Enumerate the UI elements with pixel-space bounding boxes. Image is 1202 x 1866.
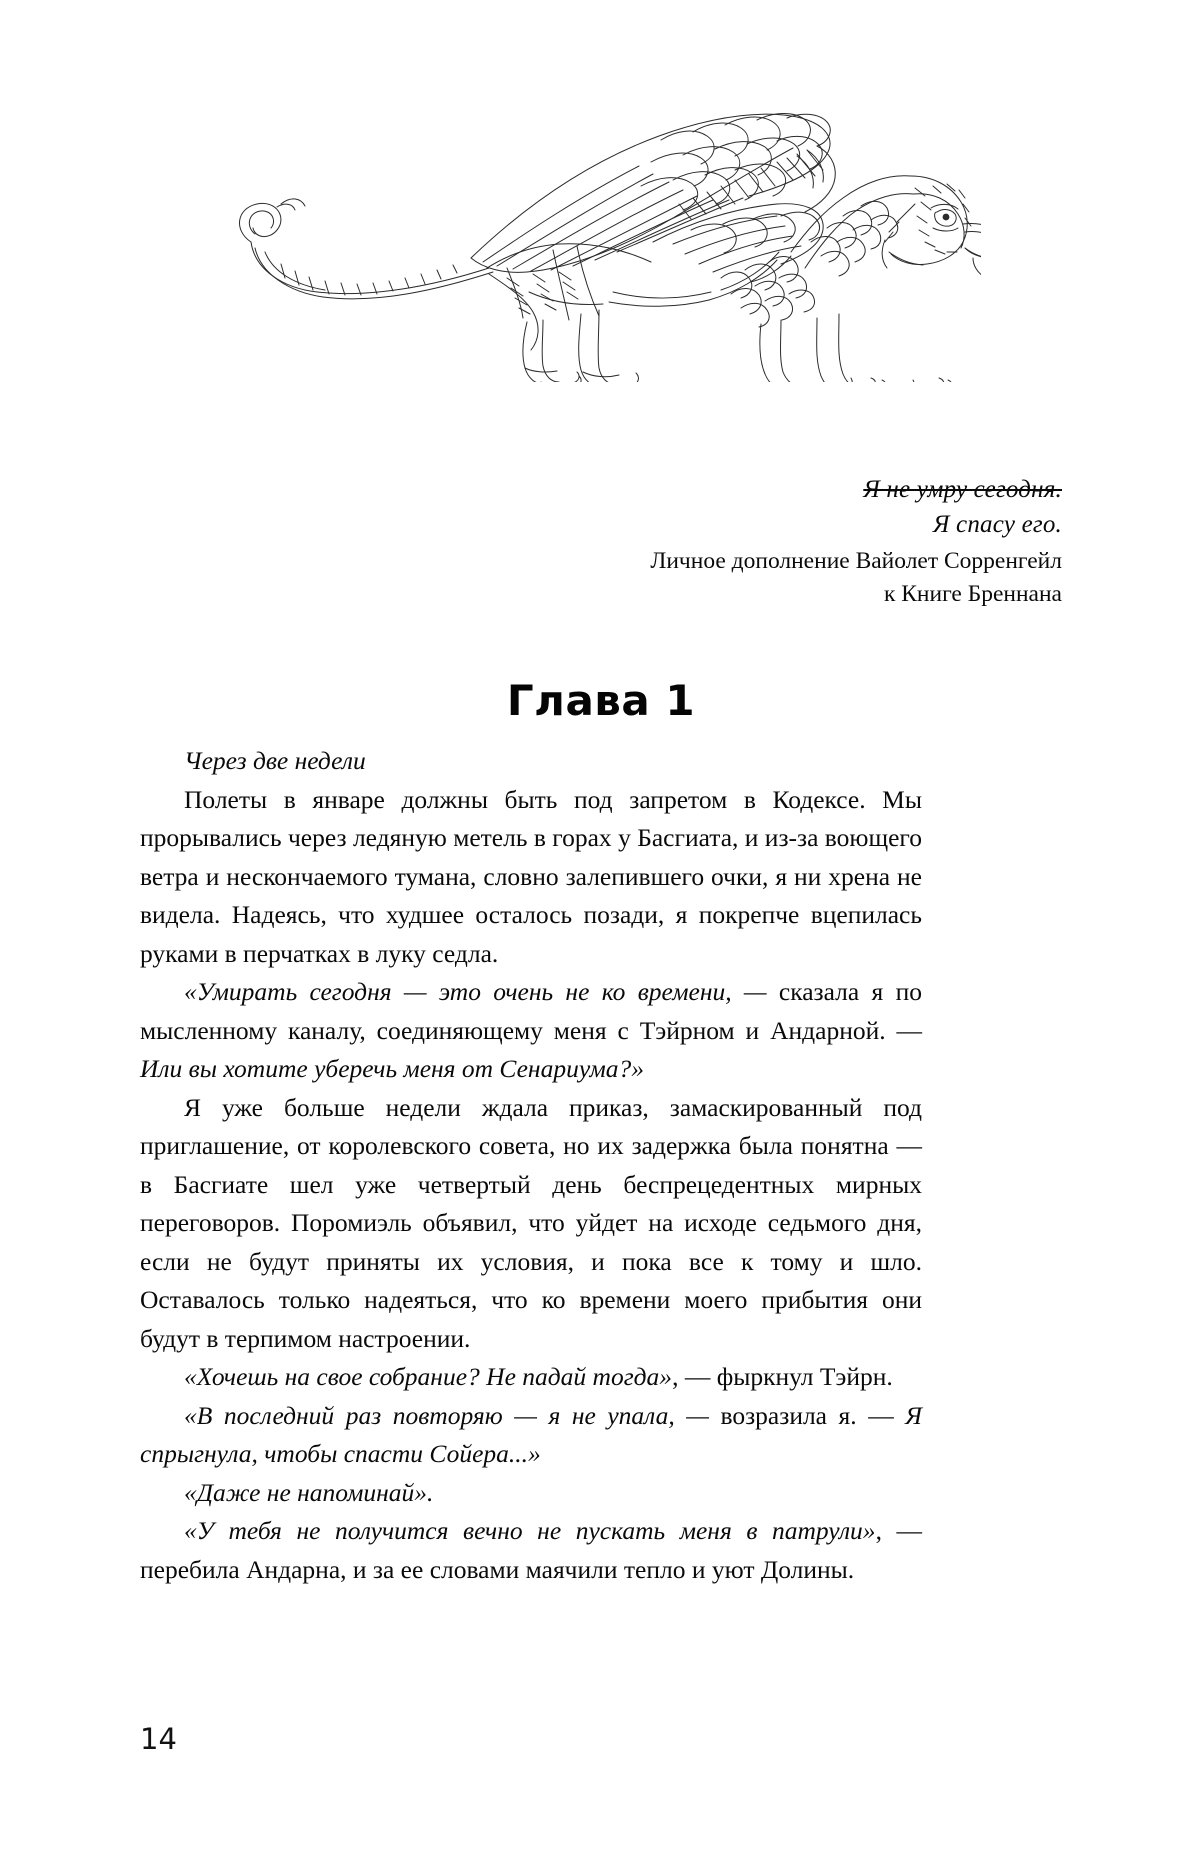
epigraph-attribution bbox=[362, 545, 1062, 611]
italic-run: «В последний раз повторяю — я не упала, — bbox=[184, 1400, 721, 1430]
body-paragraph bbox=[140, 781, 922, 974]
body-timestamp: Через две недели bbox=[184, 746, 366, 775]
body-paragraphs bbox=[140, 781, 922, 1590]
body-paragraph bbox=[140, 973, 922, 1089]
attribution-line-2: к Книге Бреннана bbox=[883, 581, 1062, 607]
body-paragraph bbox=[140, 1512, 922, 1589]
roman-run: возразила я. — bbox=[720, 1400, 906, 1430]
italic-run: Или вы хотите уберечь меня от Сенариума?» bbox=[140, 1054, 645, 1083]
italic-run: «Хочешь на свое собрание? Не падай тогда» bbox=[184, 1362, 673, 1391]
body-paragraph bbox=[140, 1397, 922, 1474]
roman-run: сказала я по мысленному каналу, соединяющему меня с Тэйрном и Андарной. — bbox=[140, 977, 922, 1045]
epigraph-struck-line: Я не умру сегодня. bbox=[863, 476, 1062, 503]
roman-run: Полеты в январе должны быть под запретом в Кодексе. Мы прорывались через ледяную метель в горах у Басгиата, и из-за воющего ветра и нескончаемого тумана, словно залепившего очки, я ни хрена не видела. Надеясь, что худшее осталось позади, я покрепче вцепилась руками в перчатках в луку седла. bbox=[140, 784, 922, 968]
chapter-title: Глава 1 bbox=[506, 676, 696, 726]
italic-run: «У тебя не получится вечно не пускать меня в патрули» bbox=[184, 1516, 876, 1545]
attribution-line-1: Личное дополнение Вайолет Сорренгейл bbox=[650, 548, 1062, 574]
griffin-icon bbox=[221, 92, 981, 382]
epigraph bbox=[442, 472, 1062, 542]
epigraph-kept-line: Я спасу его. bbox=[932, 511, 1062, 538]
roman-run: , — фыркнул Тэйрн. bbox=[672, 1362, 893, 1391]
roman-run: Я уже больше недели ждала приказ, замаскированный под приглашение, от королевского совета, но их задержка была понятна — в Басгиате шел уже четвертый день беспрецедентных мирных переговоров. Поромиэль объявил, что уйдет на исходе седьмого дня, если не будут приняты их условия, и пока все к тому и шло. Оставалось только надеяться, что ко времени моего прибытия они будут в терпимом настроении. bbox=[140, 1092, 922, 1353]
chapter-illustration bbox=[0, 92, 1202, 382]
italic-run: Я спрыгнула, чтобы спасти Сойера...» bbox=[140, 1400, 922, 1468]
italic-run: «Даже не напоминай». bbox=[184, 1477, 434, 1507]
chapter-body bbox=[140, 742, 922, 1589]
roman-run: , — перебила Андарна, и за ее словами маячили тепло и уют Долины. bbox=[140, 1516, 922, 1584]
italic-run: «Умирать сегодня — это очень не ко времени, — bbox=[184, 977, 779, 1006]
body-paragraph bbox=[140, 1358, 922, 1397]
page-number: 14 bbox=[140, 1722, 177, 1756]
body-paragraph bbox=[140, 1474, 922, 1513]
body-paragraph bbox=[140, 1089, 922, 1359]
